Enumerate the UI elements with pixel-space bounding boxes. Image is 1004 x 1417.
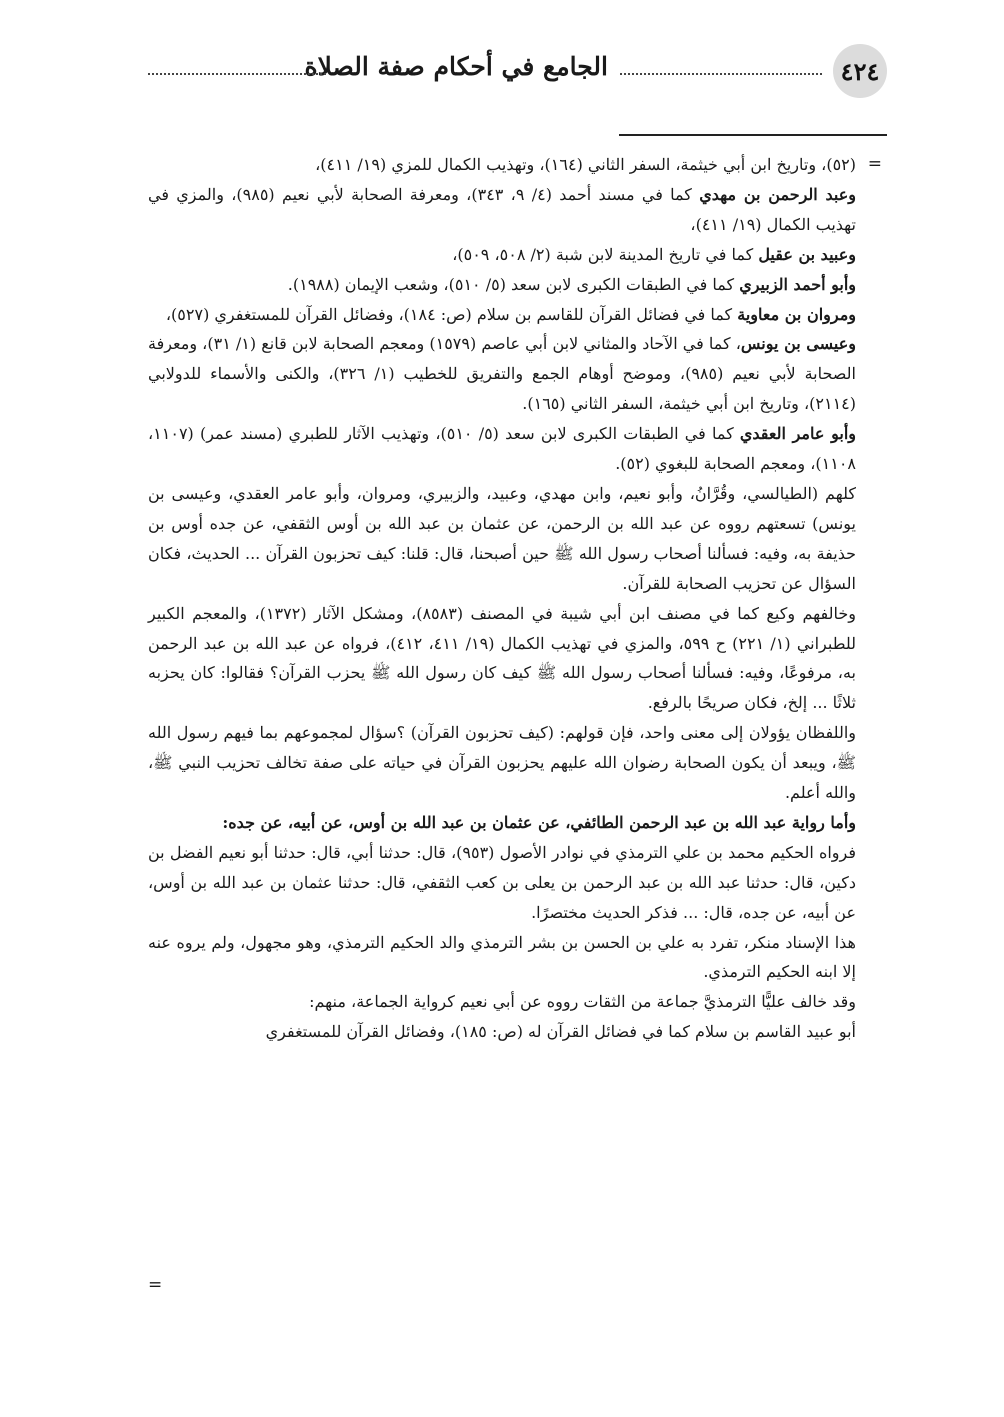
narrator-name: ومروان بن معاوية [737,304,856,324]
footnote-separator [619,134,887,136]
paragraph: وأبو أحمد الزبيري كما في الطبقات الكبرى لابن سعد (٥/ ٥١٠)، وشعب الإيمان (١٩٨٨). [287,274,856,294]
narrator-name: وعبد الرحمن بن مهدي [699,184,857,204]
section-heading [148,808,856,838]
narrator-name: وعيسى بن يونس [740,334,857,354]
header-dotted-rule-right [620,73,822,75]
paragraph: وخالفهم وكيع كما في مصنف ابن أبي شيبة في المصنف (٨٥٨٣)، ومشكل الآثار (١٣٧٢)، والمعجم الكبير للطبراني (١/ ٢٢١) ح ٥٩٩، والمزي في تهذيب الكمال (١٩/ ٤١١، ٤١٢)، فرواه عن عبد الله بن عبد الرحمن به، مرفوعًا، وفيه: فسألنا أصحاب رسول الله ﷺ كيف كان رسول الله ﷺ يحزب القرآن؟ فقالوا: كان يحزبه ثلاثًا ... إلخ، فكان صريحًا بالرفع. [148,603,857,713]
paragraph: وعيسى بن يونس، كما في الآحاد والمثاني لابن أبي عاصم (١٥٧٩) ومعجم الصحابة لابن قانع (١/ ٣١)، ومعرفة الصحابة لأبي نعيم (٩٨٥)، وموضح أوهام الجمع والتفريق للخطيب (١/ ٣٢٦)، والكنى والأسماء للدولابي (٢١١٤)، وتاريخ ابن أبي خيثمة، السفر الثاني (١٦٥). [148,334,857,414]
page-number-badge: ٤٢٤ [833,44,887,98]
paragraph: وعبد الرحمن بن مهدي كما في مسند أحمد (٤/ ٩، ٣٤٣)، ومعرفة الصحابة لأبي نعيم (٩٨٥)، والمزي في تهذيب الكمال (١٩/ ٤١١)، [148,184,857,234]
paragraph: وقد خالف عليًّا الترمذيَّ جماعة من الثقات رووه عن أبي نعيم كرواية الجماعة، منهم: [309,992,856,1012]
paragraph: وعبيد بن عقيل كما في تاريخ المدينة لابن شبة (٢/ ٥٠٨، ٥٠٩)، [452,244,856,264]
header-dotted-rule-left [148,73,326,75]
narrator-name: وأبو أحمد الزبيري [739,274,856,294]
paragraph: واللفظان يؤولان إلى معنى واحد، فإن قولهم: (كيف تحزبون القرآن) ؟سؤال لمجموعهم بما فيهم رسول الله ﷺ، ويبعد أن يكون الصحابة رضوان الله عليهم يحزبون القرآن في حياته على صفة تخالف تحزيب النبي ﷺ، والله أعلم. [148,723,857,803]
footnote-body [148,150,856,1047]
continuation-mark-top: = [867,154,882,174]
paragraph: ومروان بن معاوية كما في فضائل القرآن للقاسم بن سلام (ص: ١٨٤)، وفضائل القرآن للمستغفري (٥٢٧)، [165,304,856,324]
paragraph: أبو عبيد القاسم بن سلام كما في فضائل القرآن له (ص: ١٨٥)، وفضائل القرآن للمستغفري [265,1022,856,1042]
narrator-name: وأما رواية عبد الله بن عبد الرحمن الطائفي، عن عثمان بن عبد الله بن أوس، عن أبيه، عن جده: [222,812,856,832]
running-header-title: الجامع في أحكام صفة الصلاة [299,52,614,81]
narrator-name: وأبو عامر العقدي [739,424,856,444]
paragraph: كلهم (الطيالسي، وقُرَّانُ، وأبو نعيم، وابن مهدي، وعبيد، والزبيري، ومروان، وأبو عامر العقدي، وعيسى بن يونس) تسعتهم رووه عن عبد الله بن الرحمن، عن عثمان بن عبد الله بن أوس الثقفي، عن جده أوس بن حذيفة به، وفيه: فسألنا أصحاب رسول الله ﷺ حين أصبحنا، قال: قلنا: كيف تحزبون القرآن ... الحديث، فكان السؤال عن تحزيب الصحابة للقرآن. [148,483,856,593]
paragraph: وأبو عامر العقدي كما في الطبقات الكبرى لابن سعد (٥/ ٥١٠)، وتهذيب الآثار للطبري (مسند عمر) (١١٠٧، ١١٠٨)، ومعجم الصحابة للبغوي (٥٢). [148,424,856,474]
narrator-name: وعبيد بن عقيل [758,244,856,264]
continuation-mark-bottom: = [148,1275,163,1295]
paragraph: (٥٢)، وتاريخ ابن أبي خيثمة، السفر الثاني (١٦٤)، وتهذيب الكمال للمزي (١٩/ ٤١١)، [315,155,856,174]
paragraph: فرواه الحكيم محمد بن علي الترمذي في نوادر الأصول (٩٥٣)، قال: حدثنا أبي، قال: حدثنا أبو نعيم الفضل بن دكين، قال: حدثنا عبد الله بن عبد الرحمن بن يعلى بن كعب الثقفي، قال: حدثنا عثمان بن عبد الله بن أوس، عن أبيه، عن جده، قال: ... فذكر الحديث مختصرًا. [148,842,857,922]
paragraph: هذا الإسناد منكر، تفرد به علي بن الحسن بن بشر الترمذي والد الحكيم الترمذي، وهو مجهول، ولم يروه عنه إلا ابنه الحكيم الترمذي. [148,932,856,982]
